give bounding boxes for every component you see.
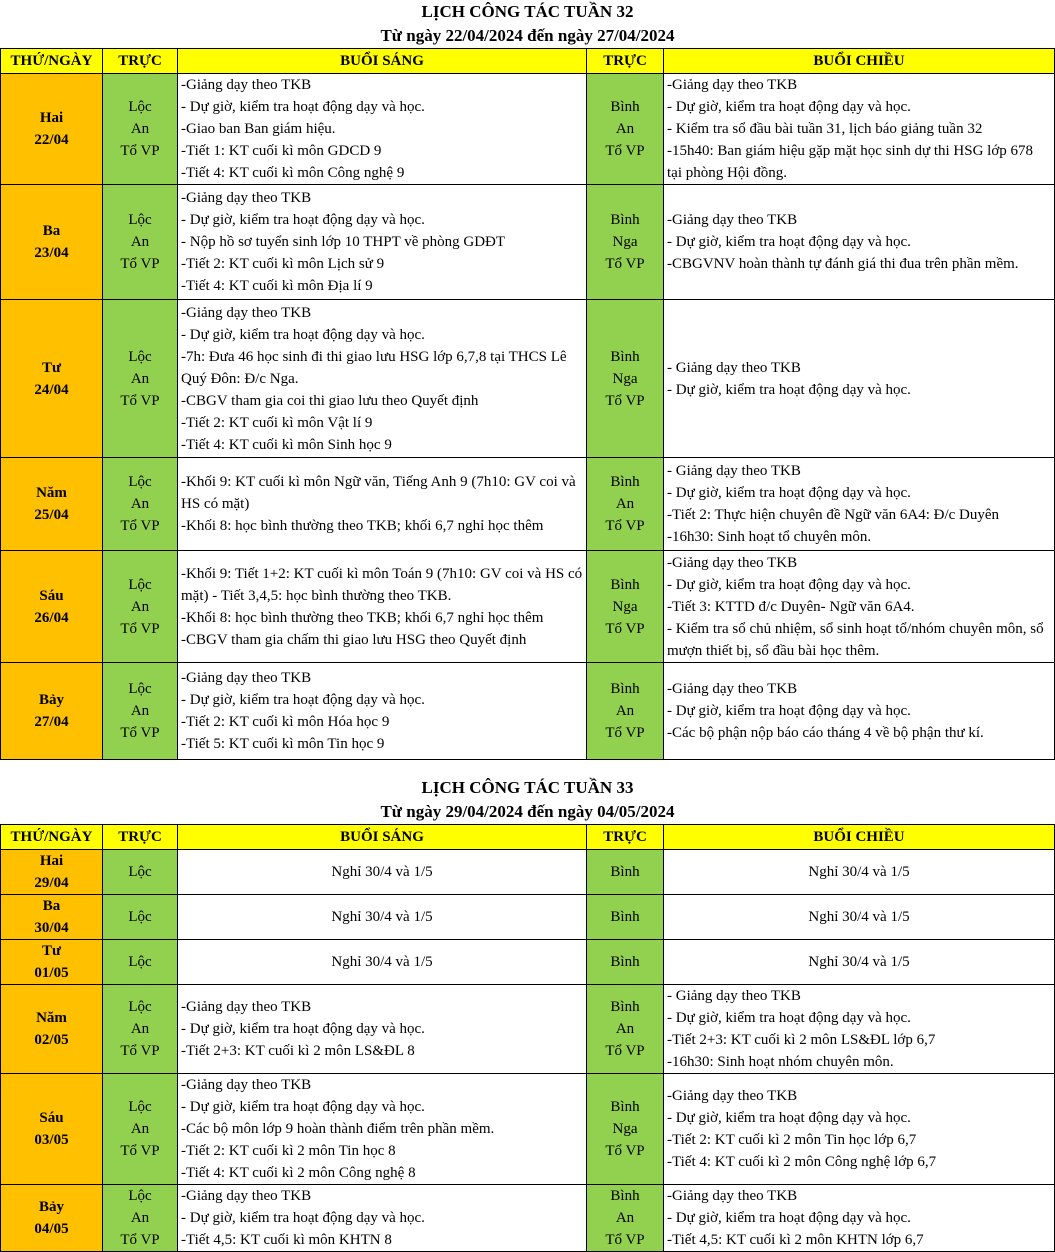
cell-line: -16h30: Sinh hoạt nhóm chuyên môn. [667,1054,894,1070]
cell-line: Tổ VP [120,725,160,741]
morning-duty-cell [103,74,178,185]
cell-line: Tổ VP [120,143,160,159]
cell-line: -Tiết 4: KT cuối kì 2 môn Công nghệ lớp 6,7 [667,1154,937,1170]
cell-line: 02/05 [34,1032,69,1048]
cell-line: Tổ VP [605,256,645,272]
morning-tasks-cell [178,850,587,895]
cell-line: Bình [610,999,640,1015]
cell-line: Nghỉ 30/4 và 1/5 [808,954,910,970]
cell-line: Bình [610,954,640,970]
cell-line: Nghỉ 30/4 và 1/5 [331,954,433,970]
cell-line: An [130,1210,150,1226]
cell-line: Sáu [39,1110,64,1126]
cell-line: 29/04 [34,875,69,891]
cell-line: -7h: Đưa 46 học sinh đi thi giao lưu HSG lớp 6,7,8 tại THCS Lê Quý Đôn: Đ/c Nga. [181,348,567,387]
morning-tasks-cell [178,300,587,458]
cell-line: - Dự giờ, kiểm tra hoạt động dạy và học. [667,485,911,501]
cell-line: -Giảng dạy theo TKB [667,1188,798,1204]
cell-line: - Dự giờ, kiểm tra hoạt động dạy và học. [667,1210,911,1226]
cell-line: - Dự giờ, kiểm tra hoạt động dạy và học. [181,692,425,708]
cell-line: Lộc [128,681,152,697]
column-header: TRỰC [587,49,664,74]
cell-line: Nga [612,234,638,250]
afternoon-duty-cell [587,940,664,985]
cell-line: Hai [39,853,64,869]
table-row [1,663,1055,760]
cell-line: Ba [42,223,61,239]
cell-line: -Giảng dạy theo TKB [181,670,312,686]
cell-line: Sáu [39,587,64,604]
cell-line: Nga [612,598,638,615]
cell-line: Lộc [128,954,152,970]
column-header: BUỔI CHIỀU [664,825,1055,850]
cell-line: Bình [610,348,640,365]
cell-line: -Giảng dạy theo TKB [181,304,312,321]
header-row [1,49,1055,74]
cell-line: - Nộp hồ sơ tuyển sinh lớp 10 THPT về phòng GDĐT [181,234,506,250]
cell-line: -Giảng dạy theo TKB [181,190,312,206]
week-date-range: Từ ngày 29/04/2024 đến ngày 04/05/2024 [380,802,675,821]
morning-tasks-cell [178,663,587,760]
cell-line: Tổ VP [120,392,160,409]
cell-line: -Tiết 4: KT cuối kì môn Sinh học 9 [181,436,392,453]
cell-line: An [130,234,150,250]
cell-line: -Tiết 2+3: KT cuối kì 2 môn LS&ĐL lớp 6,7 [667,1032,936,1048]
cell-line: -Tiết 2: Thực hiện chuyên đề Ngữ văn 6A4: Đ/c Duyên [667,507,1000,523]
cell-line: - Dự giờ, kiểm tra hoạt động dạy và học. [181,1021,425,1037]
cell-line: - Giảng dạy theo TKB [667,359,801,376]
afternoon-tasks-cell [664,895,1055,940]
cell-line: An [130,121,150,137]
cell-line: Lộc [128,212,152,228]
cell-line: Bình [610,681,640,697]
morning-duty-cell [103,551,178,663]
day-cell [1,940,103,985]
afternoon-duty-cell [587,185,664,300]
cell-line: -Giảng dạy theo TKB [181,1077,312,1093]
day-cell [1,185,103,300]
morning-duty-cell [103,1185,178,1252]
cell-line: Tổ VP [120,1143,160,1159]
cell-line: Lộc [128,576,152,593]
cell-line: Bảy [38,1199,64,1215]
cell-line: 26/04 [34,609,69,626]
cell-line: -Tiết 3: KTTD đ/c Duyên- Ngữ văn 6A4. [667,598,915,615]
cell-line: Lộc [128,99,152,115]
cell-line: 27/04 [34,714,69,730]
cell-line: Ba [42,898,61,914]
column-header: THỨ/NGÀY [1,49,103,74]
column-header: TRỰC [587,825,664,850]
afternoon-tasks-cell [664,663,1055,760]
cell-line: Lộc [128,474,152,490]
cell-line: Nghỉ 30/4 và 1/5 [331,864,433,880]
morning-tasks-cell [178,185,587,300]
column-header: THỨ/NGÀY [1,825,103,850]
table-row [1,940,1055,985]
day-cell [1,663,103,760]
cell-line: -Tiết 2: KT cuối kì 2 môn Tin học lớp 6,7 [667,1132,917,1148]
week-heading [0,0,1055,48]
cell-line: -Các bộ môn lớp 9 hoàn thành điểm trên phần mềm. [181,1121,495,1137]
day-cell [1,985,103,1074]
afternoon-duty-cell [587,74,664,185]
header-row [1,825,1055,850]
cell-line: -Tiết 1: KT cuối kì môn GDCD 9 [181,143,382,159]
cell-line: -CBGVNV hoàn thành tự đánh giá thi đua trên phần mềm. [667,256,1019,272]
cell-line: Tổ VP [120,620,160,637]
cell-line: Tổ VP [120,1043,160,1059]
cell-line: -15h40: Ban giám hiệu gặp mặt học sinh dự thi HSG lớp 678 tại phòng Hội đồng. [667,143,1034,181]
cell-line: - Dự giờ, kiểm tra hoạt động dạy và học. [181,212,425,228]
cell-line: -CBGV tham gia chấm thi giao lưu HSG theo Quyết định [181,631,527,648]
cell-line: -Giảng dạy theo TKB [667,212,798,228]
cell-line: - Dự giờ, kiểm tra hoạt động dạy và học. [667,234,911,250]
cell-line: 23/04 [34,245,69,261]
cell-line: Bảy [38,692,64,708]
week-title: LỊCH CÔNG TÁC TUẦN 33 [421,778,634,797]
cell-line: 24/04 [34,381,69,398]
cell-line: -Giảng dạy theo TKB [181,999,312,1015]
cell-line: Bình [610,576,640,593]
cell-line: Nga [612,370,638,387]
cell-line: An [130,1021,150,1037]
morning-tasks-cell [178,985,587,1074]
cell-line: Bình [610,99,640,115]
morning-duty-cell [103,850,178,895]
cell-line: Nga [612,1121,638,1137]
cell-line: - Dự giờ, kiểm tra hoạt động dạy và học. [181,326,425,343]
cell-line: Tổ VP [605,143,645,159]
cell-line: - Giảng dạy theo TKB [667,988,801,1004]
cell-line: Bình [610,474,640,490]
morning-duty-cell [103,458,178,551]
cell-line: Bình [610,909,640,925]
afternoon-duty-cell [587,663,664,760]
table-row [1,185,1055,300]
table-row [1,985,1055,1074]
cell-line: Năm [36,485,67,501]
cell-line: - Dự giờ, kiểm tra hoạt động dạy và học. [181,1099,425,1115]
afternoon-duty-cell [587,985,664,1074]
cell-line: Lộc [128,1188,152,1204]
table-row [1,458,1055,551]
cell-line: Lộc [128,909,152,925]
column-header: TRỰC [103,825,178,850]
cell-line: -Tiết 4: KT cuối kì môn Địa lí 9 [181,278,373,294]
cell-line: An [615,1210,635,1226]
cell-line: Năm [36,1010,67,1026]
table-row [1,74,1055,185]
cell-line: 25/04 [34,507,69,523]
cell-line: -Tiết 2: KT cuối kì môn Vật lí 9 [181,414,373,431]
afternoon-tasks-cell [664,985,1055,1074]
afternoon-tasks-cell [664,1074,1055,1185]
afternoon-tasks-cell [664,185,1055,300]
cell-line: Tổ VP [605,1143,645,1159]
week-title: LỊCH CÔNG TÁC TUẦN 32 [421,2,634,21]
cell-line: -Giảng dạy theo TKB [667,681,798,697]
cell-line: Nghỉ 30/4 và 1/5 [808,864,910,880]
cell-line: - Dự giờ, kiểm tra hoạt động dạy và học. [667,381,911,398]
afternoon-duty-cell [587,458,664,551]
cell-line: -CBGV tham gia coi thi giao lưu theo Quyết định [181,392,479,409]
cell-line: Tổ VP [605,1043,645,1059]
cell-line: An [130,598,150,615]
cell-line: -Tiết 4,5: KT cuối kì 2 môn KHTN lớp 6,7 [667,1232,924,1248]
day-cell [1,895,103,940]
column-header: BUỔI SÁNG [178,825,587,850]
cell-line: -Tiết 2: KT cuối kì môn Hóa học 9 [181,714,390,730]
week-heading [0,760,1055,824]
afternoon-tasks-cell [664,458,1055,551]
morning-duty-cell [103,985,178,1074]
cell-line: An [615,1021,635,1037]
schedule-table [0,824,1055,1252]
cell-line: An [130,1121,150,1137]
cell-line: - Giảng dạy theo TKB [667,463,801,479]
cell-line: Tư [41,943,61,959]
cell-line: -Giảng dạy theo TKB [667,1088,798,1104]
cell-line: Bình [610,1099,640,1115]
cell-line: -Giao ban Ban giám hiệu. [181,121,336,137]
cell-line: An [615,703,635,719]
day-cell [1,850,103,895]
cell-line: Nghỉ 30/4 và 1/5 [808,909,910,925]
cell-line: 04/05 [34,1221,69,1237]
afternoon-tasks-cell [664,1185,1055,1252]
schedule-table [0,48,1055,760]
morning-tasks-cell [178,74,587,185]
table-row [1,850,1055,895]
cell-line: Tổ VP [120,1232,160,1248]
day-cell [1,74,103,185]
cell-line: Tổ VP [605,392,645,409]
cell-line: Bình [610,212,640,228]
afternoon-duty-cell [587,300,664,458]
cell-line: -Tiết 2: KT cuối kì môn Lịch sử 9 [181,256,385,272]
cell-line: -Tiết 2: KT cuối kì 2 môn Tin học 8 [181,1143,396,1159]
afternoon-duty-cell [587,850,664,895]
cell-line: Bình [610,864,640,880]
cell-line: Tổ VP [605,725,645,741]
cell-line: -Giảng dạy theo TKB [181,77,312,93]
cell-line: Nghỉ 30/4 và 1/5 [331,909,433,925]
morning-duty-cell [103,300,178,458]
cell-line: Hai [39,110,64,126]
afternoon-duty-cell [587,895,664,940]
cell-line: - Dự giờ, kiểm tra hoạt động dạy và học. [181,99,425,115]
afternoon-duty-cell [587,551,664,663]
afternoon-tasks-cell [664,850,1055,895]
cell-line: Tổ VP [120,518,160,534]
cell-line: An [130,703,150,719]
cell-line: An [130,496,150,512]
cell-line: - Dự giờ, kiểm tra hoạt động dạy và học. [667,1010,911,1026]
cell-line: 03/05 [34,1132,69,1148]
cell-line: 01/05 [34,965,69,981]
table-row [1,1185,1055,1252]
cell-line: -Tiết 4: KT cuối kì môn Công nghệ 9 [181,165,405,181]
cell-line: Tổ VP [605,1232,645,1248]
cell-line: - Dự giờ, kiểm tra hoạt động dạy và học. [181,1210,425,1226]
day-cell [1,458,103,551]
morning-tasks-cell [178,1074,587,1185]
cell-line: Lộc [128,348,152,365]
afternoon-tasks-cell [664,551,1055,663]
cell-line: An [615,121,635,137]
cell-line: Tổ VP [605,518,645,534]
afternoon-tasks-cell [664,940,1055,985]
day-cell [1,1074,103,1185]
cell-line: - Dự giờ, kiểm tra hoạt động dạy và học. [667,576,911,593]
morning-duty-cell [103,895,178,940]
morning-duty-cell [103,940,178,985]
table-row [1,1074,1055,1185]
cell-line: -Các bộ phận nộp báo cáo tháng 4 về bộ phận thư kí. [667,725,984,741]
cell-line: - Dự giờ, kiểm tra hoạt động dạy và học. [667,1110,911,1126]
morning-duty-cell [103,663,178,760]
cell-line: Tổ VP [120,256,160,272]
cell-line: - Kiểm tra sổ chủ nhiệm, sổ sinh hoạt tổ/nhóm chuyên môn, sổ mượn thiết bị, sổ đầu bài học thêm. [667,620,1044,659]
morning-tasks-cell [178,895,587,940]
afternoon-tasks-cell [664,300,1055,458]
cell-line: -Khối 9: KT cuối kì môn Ngữ văn, Tiếng Anh 9 (7h10: GV coi và HS có mặt) [181,474,576,512]
column-header: TRỰC [103,49,178,74]
week-date-range: Từ ngày 22/04/2024 đến ngày 27/04/2024 [380,26,675,45]
cell-line: Lộc [128,1099,152,1115]
cell-line: -Giảng dạy theo TKB [667,554,798,571]
afternoon-tasks-cell [664,74,1055,185]
morning-duty-cell [103,1074,178,1185]
cell-line: 22/04 [34,132,69,148]
cell-line: Lộc [128,999,152,1015]
afternoon-duty-cell [587,1185,664,1252]
morning-tasks-cell [178,1185,587,1252]
cell-line: - Dự giờ, kiểm tra hoạt động dạy và học. [667,703,911,719]
day-cell [1,300,103,458]
cell-line: - Dự giờ, kiểm tra hoạt động dạy và học. [667,99,911,115]
cell-line: Lộc [128,864,152,880]
cell-line: -16h30: Sinh hoạt tổ chuyên môn. [667,529,872,545]
column-header: BUỔI CHIỀU [664,49,1055,74]
morning-tasks-cell [178,940,587,985]
cell-line: 30/04 [34,920,69,936]
morning-duty-cell [103,185,178,300]
cell-line: An [130,370,150,387]
cell-line: Bình [610,1188,640,1204]
cell-line: -Khối 8: học bình thường theo TKB; khối 6,7 nghỉ học thêm [181,609,544,626]
column-header: BUỔI SÁNG [178,49,587,74]
cell-line: -Giảng dạy theo TKB [181,1188,312,1204]
cell-line: -Tiết 4: KT cuối kì 2 môn Công nghệ 8 [181,1165,416,1181]
morning-tasks-cell [178,458,587,551]
cell-line: -Tiết 2+3: KT cuối kì 2 môn LS&ĐL 8 [181,1043,415,1059]
table-row [1,300,1055,458]
day-cell [1,1185,103,1252]
cell-line: -Khối 9: Tiết 1+2: KT cuối kì môn Toán 9 (7h10: GV coi và HS có mặt) - Tiết 3,4,5: học bình thường theo TKB. [181,565,583,604]
afternoon-duty-cell [587,1074,664,1185]
cell-line: Tổ VP [605,620,645,637]
cell-line: Tư [41,359,61,376]
cell-line: - Kiểm tra sổ đầu bài tuần 31, lịch báo giảng tuần 32 [667,121,983,137]
cell-line: An [615,496,635,512]
cell-line: -Tiết 4,5: KT cuối kì môn KHTN 8 [181,1232,392,1248]
cell-line: -Tiết 5: KT cuối kì môn Tin học 9 [181,736,385,752]
morning-tasks-cell [178,551,587,663]
cell-line: -Khối 8: học bình thường theo TKB; khối 6,7 nghỉ học thêm [181,518,544,534]
table-row [1,551,1055,663]
table-row [1,895,1055,940]
day-cell [1,551,103,663]
cell-line: -Giảng dạy theo TKB [667,77,798,93]
